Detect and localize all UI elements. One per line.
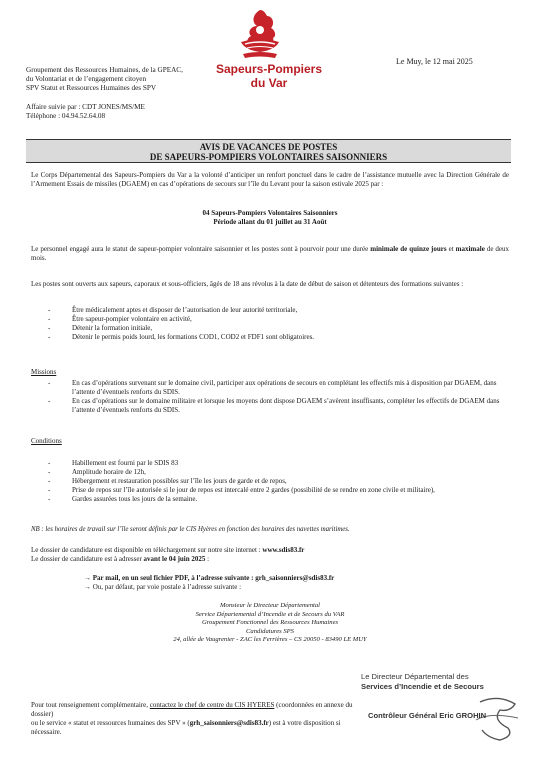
dossier-line1: Le dossier de candidature est disponible en téléchargement sur notre site internet : www.sdis83.fr	[31, 546, 305, 554]
highlight-block	[31, 209, 509, 227]
statut-bold2: maximale	[455, 245, 485, 253]
list-item: - En cas d’opérations sur le domaine militaire et lorsque les moyens dont dispose DGAEM s’avèrent insuffisants, compléter les effectifs de DGAEM dans l’attente d’éventuels renforts du SDIS.	[48, 397, 500, 414]
conditions-heading: Conditions	[31, 437, 62, 445]
list-item: - Prise de repos sur l’île autorisée si le jour de repos est intercalé entre 2 gardes (possibilité de se rendre en zone civile et militaire),	[48, 486, 435, 494]
address-line: 24, allée de Vaugrenier - ZAC les Ferrières – CS 20050 - 83490 LE MUY	[173, 636, 367, 644]
conditions-list	[48, 459, 508, 504]
nb-prefix: NB	[31, 526, 40, 533]
title-line2: DE SAPEURS-POMPIERS VOLONTAIRES SAISONNIERS	[149, 152, 388, 162]
intro-paragraph: Le Corps Départemental des Sapeurs-Pompiers du Var a la volonté d’anticiper un renfort ponctuel dans le cadre de l’assistance mutuelle avec la Direction Générale de l’Armement Essais de missiles (DGAEM) en cas d’opérations de secours sur l’île du Levant pour la saison estivale 2025 par :	[31, 171, 509, 188]
statut-bold1: minimale de quinze jours	[370, 245, 447, 253]
missions-list	[48, 379, 508, 415]
contact-email[interactable]: grh_saisonniers@sdis83.fr	[189, 719, 269, 727]
brand-name-line2: du Var	[250, 76, 288, 90]
send-by-post: → Ou, par défaut, par voie postale à l’adresse suivante :	[84, 583, 242, 591]
list-item: - Hébergement et restauration possibles sur l’île les jours de garde et de repos,	[48, 477, 287, 485]
list-item: - Être médicalement aptes et disposer de l’autorisation de leur autorité territoriale,	[48, 306, 298, 314]
list-item: - Détenir le permis poids lourd, les formations COD1, COD2 et FDF1 sont obligatoires.	[48, 333, 315, 341]
dossier-line2: Le dossier de candidature est à adresser avant le 04 juin 2025 :	[31, 555, 210, 563]
signature-line2: Services d’Incendie et de Secours	[361, 682, 484, 691]
org-line-1: Groupement des Ressources Humaines, de la GPEAC,	[26, 66, 183, 74]
document-title	[26, 139, 511, 163]
statut-part1: Le personnel engagé aura le statut de sapeur-pompier volontaire saisonnier et les postes sont à pourvoir pour une durée	[31, 245, 371, 253]
statut-paragraph	[31, 245, 509, 263]
address-line: Candidatures SPS	[246, 627, 294, 635]
affaire-line: Affaire suivie par : CDT JONES/MS/ME	[26, 103, 145, 111]
list-item: - Être sapeur-pompier volontaire en activité,	[48, 315, 192, 323]
send-by-mail: → Par mail, en un seul fichier PDF, à l’adresse suivante : grh_saisonniers@sdis83.fr	[84, 574, 335, 582]
title-line1: AVIS DE VACANCES DE POSTES	[199, 141, 338, 152]
contact-ref	[26, 103, 145, 121]
contact-paragraph: Pour tout renseignement complémentaire, contactez le chef de centre du CIS HYERES (coordonnées en annexe du dossier) ou le service « statut et ressources humaines des SPV » (grh_saisonniers@sdis83.fr) est à votre disposition si nécessaire.	[31, 701, 353, 736]
eligibility-paragraph: Les postes sont ouverts aux sapeurs, caporaux et sous-officiers, âgés de 18 ans révolus à la date de début de saison et détenteurs des formations suivantes :	[31, 280, 464, 288]
address-line: Service Départemental d’Incendie et de Secours du VAR	[195, 610, 345, 618]
list-item: - Amplitude horaire de 12h,	[48, 468, 146, 476]
org-line-2: du Volontariat et de l’engagement citoyen	[26, 75, 147, 84]
list-item: - Gardes assurées tous les jours de la semaine.	[48, 495, 198, 503]
sender-org	[26, 66, 183, 94]
contact-chef-centre: contactez le chef de centre du CIS HYERES	[149, 701, 275, 709]
statut-part3: de deux mois.	[31, 245, 510, 262]
list-item: - Habillement est fourni par le SDIS 83	[48, 459, 179, 467]
requirements-list	[48, 306, 508, 342]
date-line: Le Muy, le 12 mai 2025	[396, 57, 473, 66]
dossier-block	[31, 546, 509, 564]
org-line-3: SPV Statut et Ressources Humaines des SPV	[26, 84, 157, 93]
brand-name	[214, 62, 324, 90]
site-link[interactable]: www.sdis83.fr	[262, 546, 305, 554]
statut-part2: et	[446, 245, 456, 253]
address-line: Groupement Fonctionnel des Ressources Humaines	[201, 619, 339, 627]
deadline: avant le 04 juin 2025	[143, 555, 206, 563]
signature-line1: Le Directeur Départemental des	[361, 672, 469, 681]
signature-org	[361, 672, 521, 692]
highlight-line1: 04 Sapeurs-Pompiers Volontaires Saisonniers	[202, 209, 338, 217]
sdis-logo-icon	[229, 6, 291, 62]
nb-text: : les horaires de travail sur l’île seront définis par le CIS Hyères en fonction des horaires des navettes maritimes.	[39, 526, 350, 533]
postal-address	[120, 602, 420, 645]
list-item: - En cas d’opérations survenant sur le domaine civil, participer aux opérations de secours en complétant les effectifs mis à disposition par DGAEM, dans l’attente d’éventuels renforts du SDIS.	[48, 379, 497, 396]
brand-name-line1: Sapeurs-Pompiers	[215, 62, 323, 76]
address-line: Monsieur le Directeur Départemental	[220, 602, 320, 609]
list-item: - Détenir la formation initiale,	[48, 324, 153, 332]
nb-note	[31, 525, 509, 534]
missions-heading: Missions	[31, 368, 57, 376]
phone-line: Téléphone : 04.94.52.64.08	[26, 112, 106, 121]
highlight-line2: Période allant du 01 juillet au 31 Août	[213, 218, 327, 226]
signatory-name: Contrôleur Général Eric GROHIN	[368, 711, 487, 720]
